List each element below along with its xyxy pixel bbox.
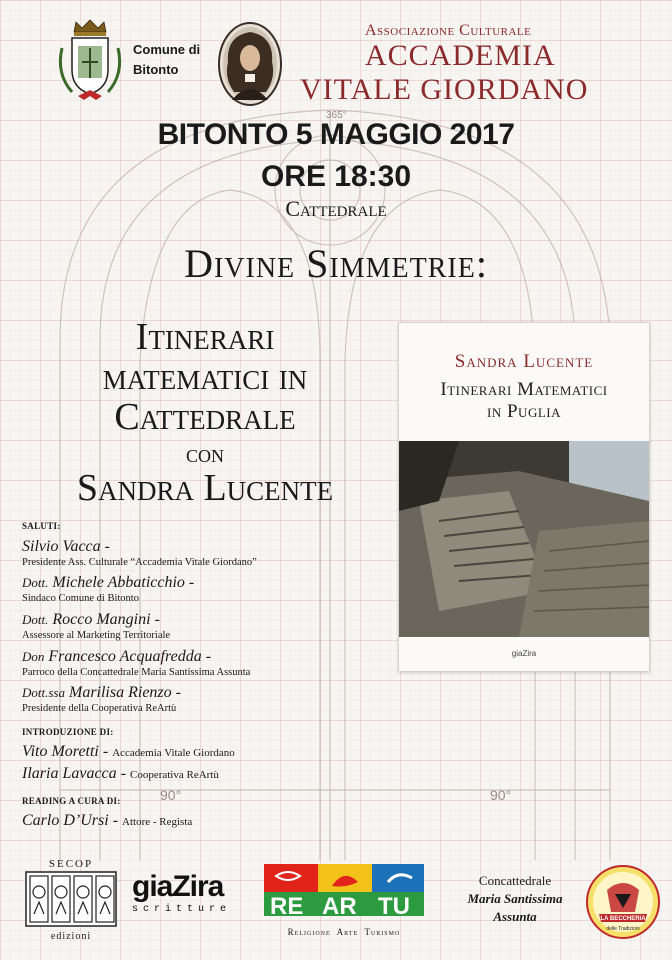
reartu-emblem [262,862,426,918]
secop-edizioni-logo [24,858,118,944]
comune-label [133,40,200,80]
saluti-role-4: Parroco della Concattedrale Maria Santissima Assunta [22,667,251,678]
intro-item-1: Vito Moretti - Accademia Vitale Giordano [22,743,235,760]
vitale-giordano-portrait [218,22,282,106]
saluti-name-4: Don Francesco Acquafredda - [22,648,212,665]
saluti-name-1: Silvio Vacca - [22,538,110,555]
la-becheria-logo [585,864,661,940]
event-venue: Cattedrale [285,196,387,221]
comune-line1: Comune di [133,42,201,57]
becheria-label-2: delle Tradizioni [606,926,640,932]
book-cover-photo [399,441,649,637]
secop-emblem [24,870,118,928]
saluti-name-5: Dott.ssa Marilisa Rienzo - [22,684,181,701]
secop-label: SECOP [48,858,94,870]
saluti-name-5-text: Marilisa Rienzo [68,684,172,701]
event-subtitle-line3: Cattedrale [114,396,296,438]
reartu-tagline: Religione Arte Turismo [287,927,401,937]
reading-item-1: Carlo D’Ursi - Attore - Regista [22,812,193,829]
reading-role-1: Attore - Regista [122,816,193,828]
intro-name-2: Ilaria Lavacca [22,765,117,782]
comune-line2: Bitonto [133,62,179,77]
saluti-role-3: Assessore al Marketing Territoriale [22,630,171,641]
giazira-logo [132,870,252,934]
event-con: con [185,439,224,468]
event-subtitle-line2: matematici in [102,356,308,398]
reading-name-1: Carlo D’Ursi [22,812,109,829]
concattedrale-credit [440,872,590,926]
secop-edizioni-label: edizioni [50,931,92,942]
giazira-wordmark: giaZira [132,870,224,903]
association-name-line2: VITALE GIORDANO [300,73,589,106]
reartu-ar: AR [322,893,357,918]
saluti-heading: SALUTI: [22,521,61,531]
reartu-logo [262,862,426,940]
comune-coat-of-arms [52,18,128,106]
saluti-title-5: Dott.ssa [22,685,65,700]
saluti-title-2: Dott. [22,575,49,590]
event-time: ORE 18:30 [260,160,412,193]
intro-role-1: Accademia Vitale Giordano [112,747,235,759]
reading-heading: READING A CURA DI: [22,796,121,806]
angle-label-left: 90° [160,787,182,803]
saluti-name-3-text: Rocco Mangini [52,611,151,628]
angle-label-top: 365° [326,110,347,121]
event-date: BITONTO 5 MAGGIO 2017 [157,118,515,151]
intro-heading: INTRODUZIONE DI: [22,727,114,737]
book-title-line2: in Puglia [487,401,561,422]
saluti-role-5: Presidente della Cooperativa ReArtù [22,703,177,714]
reartu-re: RE [270,893,304,918]
saluti-name-3: Dott. Rocco Mangini - [22,611,160,628]
angle-label-right: 90° [490,787,512,803]
event-subtitle-line1: Itinerari [135,316,275,358]
book-publisher: giaZira [511,649,537,658]
concat-line1: Concattedrale [478,873,552,888]
saluti-title-3: Dott. [22,612,49,627]
saluti-role-2: Sindaco Comune di Bitonto [22,593,139,604]
saluti-name-1-text: Silvio Vacca [22,538,101,555]
saluti-role-1: Presidente Ass. Culturale “Accademia Vitale Giordano” [22,557,257,568]
saluti-title-4: Don [22,649,45,664]
book-title-line1: Itinerari Matematici [440,379,608,400]
book-cover [398,322,650,672]
association-type: Associazione Culturale [365,22,532,39]
event-title: Divine Simmetrie: [184,241,488,286]
giazira-subtitle: scritture [132,904,232,915]
intro-item-2: Ilaria Lavacca - Cooperativa ReArtù [22,765,219,782]
association-name-line1: ACCADEMIA [365,39,556,72]
intro-name-1: Vito Moretti [22,743,99,760]
saluti-name-2: Dott. Michele Abbaticchio - [22,574,195,591]
reartu-tu: TU [378,893,410,918]
concat-line2: Maria Santissima [467,891,563,906]
intro-role-2: Cooperativa ReArtù [129,769,219,781]
saluti-name-4-text: Francesco Acquafredda [48,648,202,665]
becheria-label-1: LA BECCHERIA [600,916,646,922]
saluti-name-2-text: Michele Abbaticchio [52,574,185,591]
concat-line3: Assunta [493,909,537,924]
event-speaker: Sandra Lucente [76,467,334,509]
book-author: Sandra Lucente [454,351,594,372]
